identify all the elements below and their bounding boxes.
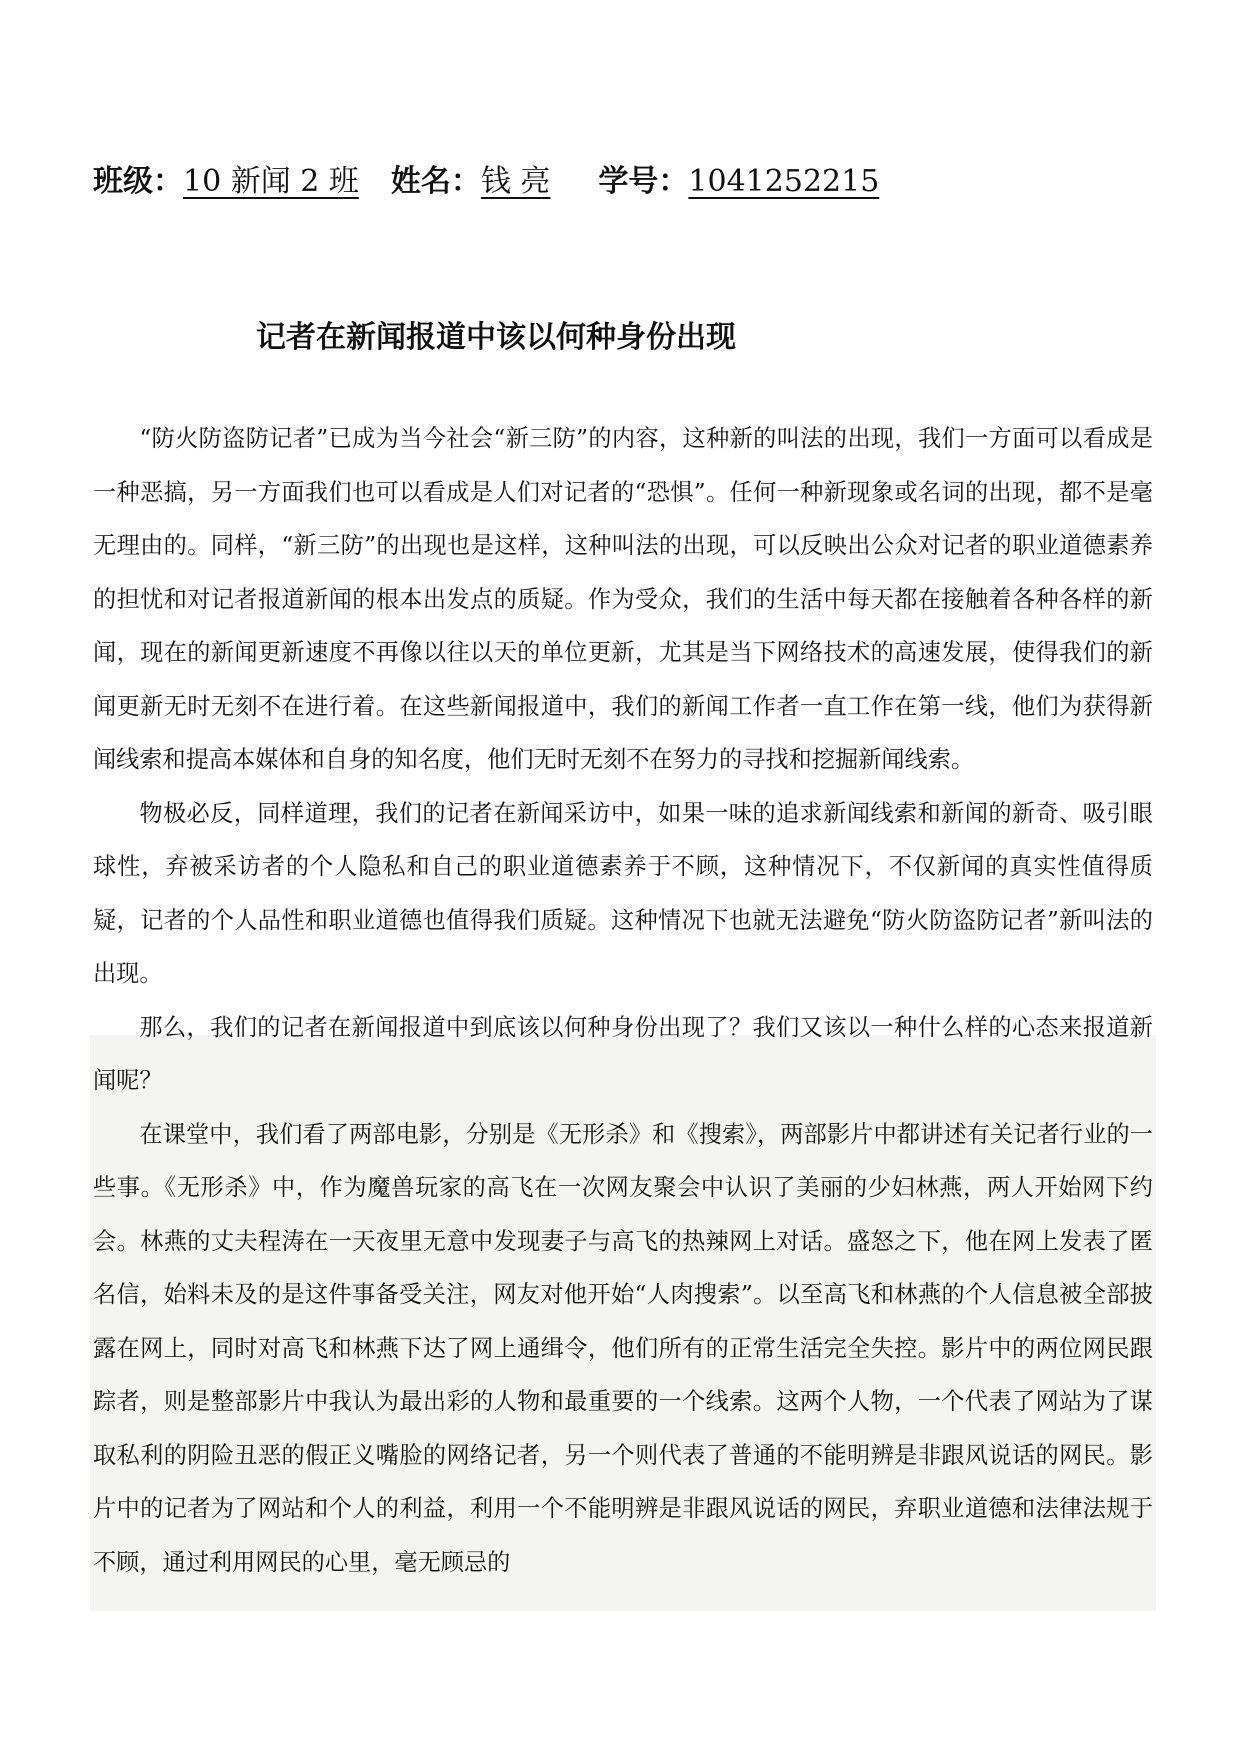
class-label: 班级： — [93, 164, 183, 199]
class-value: 10 新闻 2 班 — [183, 164, 359, 199]
paragraph-4: 在课堂中，我们看了两部电影，分别是《无形杀》和《搜索》，两部影片中都讲述有关记者行业的一些事。《无形杀》中，作为魔兽玩家的高飞在一次网友聚会中认识了美丽的少妇林燕，两人开始网下约会。林燕的丈夫程涛在一天夜里无意中发现妻子与高飞的热辣网上对话。盛怒之下，他在网上发表了匿名信，始料未及的是这件事备受关注，网友对他开始“人肉搜索”。以至高飞和林燕的个人信息被全部披露在网上，同时对高飞和林燕下达了网上通缉令，他们所有的正常生活完全失控。影片中的两位网民跟踪者，则是整部影片中我认为最出彩的人物和最重要的一个线索。这两个人物，一个代表了网站为了谋取私利的阴险丑恶的假正义嘴脸的网络记者，另一个则代表了普通的不能明辨是非跟风说话的网民。影片中的记者为了网站和个人的利益，利用一个不能明辨是非跟风说话的网民，弃职业道德和法律法规于不顾，通过利用网民的心里，毫无顾忌的 — [93, 1120, 1153, 1576]
document-title: 记者在新闻报道中该以何种身份出现 — [256, 320, 736, 355]
name-label: 姓名： — [390, 164, 481, 199]
student-id-value: 1041252215 — [688, 164, 880, 199]
paragraph-1: “防火防盗防记者”已成为当今社会“新三防”的内容，这种新的叫法的出现，我们一方面可以看成是一种恶搞，另一方面我们也可以看成是人们对记者的“恐惧”。任何一种新现象或名词的出现，都不是毫无理由的。同样，“新三防”的出现也是这样，这种叫法的出现，可以反映出公众对记者的职业道德素养的担忧和对记者报道新闻的根本出发点的质疑。作为受众，我们的生活中每天都在接触着各种各样的新闻，现在的新闻更新速度不再像以往以天的单位更新，尤其是当下网络技术的高速发展，使得我们的新闻更新无时无刻不在进行着。在这些新闻报道中，我们的新闻工作者一直工作在第一线，他们为获得新闻线索和提高本媒体和自身的知名度，他们无时无刻不在努力的寻找和挖掘新闻线索。 — [93, 425, 1153, 773]
student-id-label: 学号： — [598, 164, 689, 199]
document-body — [93, 412, 1153, 1589]
student-info-line — [93, 158, 879, 206]
paragraph-2: 物极必反，同样道理，我们的记者在新闻采访中，如果一味的追求新闻线索和新闻的新奇、吸引眼球性，弃被采访者的个人隐私和自己的职业道德素养于不顾，这种情况下，不仅新闻的真实性值得质疑，记者的个人品性和职业道德也值得我们质疑。这种情况下也就无法避免“防火防盗防记者”新叫法的出现。 — [93, 799, 1153, 987]
name-value: 钱 亮 — [480, 164, 551, 199]
paragraph-3: 那么，我们的记者在新闻报道中到底该以何种身份出现了？我们又该以一种什么样的心态来报道新闻呢？ — [93, 1013, 1153, 1094]
